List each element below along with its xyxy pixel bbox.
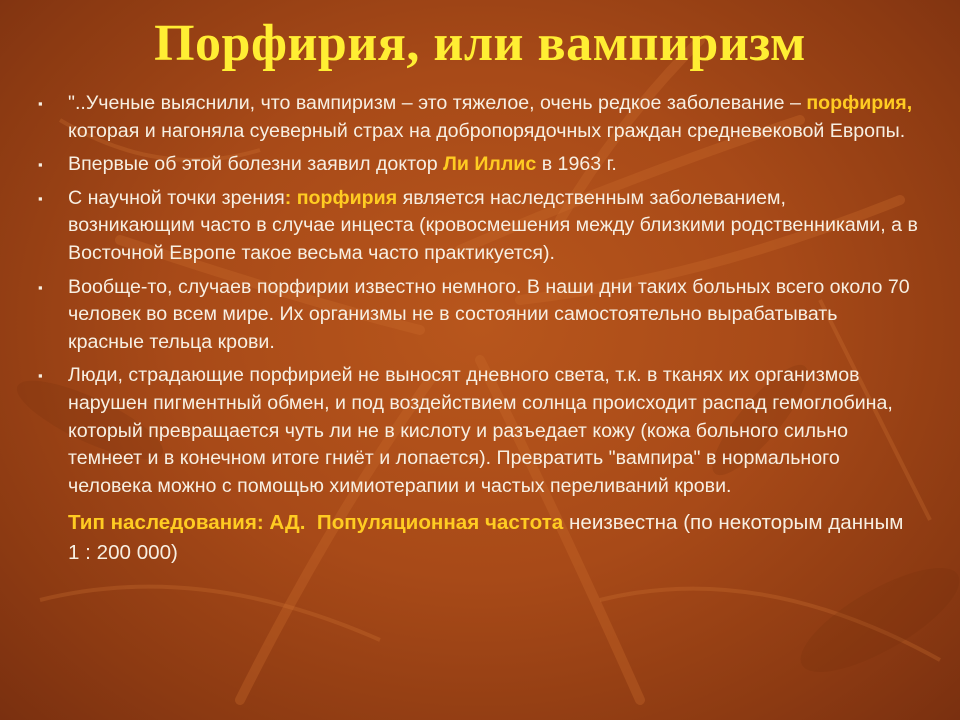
bullet-item [38, 90, 918, 145]
bullet-item [38, 185, 918, 268]
bullet-text: Люди, страдающие порфирией не выносят дневного света, т.к. в тканях их организмов нарушен пигментный обмен, и под воздействием солнца происходит распад гемоглобина, который превращается чуть ли не в кислоту и разъедает кожу (кожа больного сильно темнеет и в конечном итоге гниёт и лопается). Превратить "вампира" в нормального человека можно с помощью химиотерапии и частых переливаний крови. [68, 364, 893, 497]
bullet-highlight: порфирия, [806, 92, 913, 114]
population-frequency-value: неизвестна (по некоторым данным 1 : 200 000) [68, 511, 904, 565]
inheritance-note [38, 508, 918, 568]
bullet-text: Впервые об этой болезни заявил доктор [68, 153, 444, 176]
inheritance-type-label: Тип наследования: АД. [68, 511, 306, 535]
bullet-text: Вообще-то, случаев порфирии известно немного. В наши дни таких больных всего около 70 человек во всем мире. Их организмы не в состоянии самостоятельно вырабатывать красные тельца крови. [68, 275, 910, 353]
slide-body [38, 90, 918, 568]
bullet-item [38, 151, 918, 179]
bullet-square-icon: ▪ [38, 190, 43, 206]
bullet-square-icon: ▪ [38, 157, 43, 173]
bullet-highlight: Ли Иллис [443, 153, 537, 176]
bullet-square-icon: ▪ [38, 96, 43, 111]
bullet-text: в 1963 г. [536, 153, 617, 176]
population-frequency-label: Популяционная частота [316, 511, 564, 535]
bullet-text: "..Ученые выяснили, что вампиризм – это тяжелое, очень редкое заболевание – [68, 92, 807, 114]
bullet-text: которая и нагоняла суеверный страх на добропорядочных граждан средневековой Европы. [68, 119, 906, 142]
bullet-highlight: : порфирия [284, 186, 398, 209]
bullet-square-icon: ▪ [38, 279, 43, 295]
bullet-square-icon: ▪ [38, 368, 43, 384]
bullet-item [38, 274, 918, 357]
bullet-text: С научной точки зрения [68, 186, 285, 209]
bullet-item [38, 362, 918, 500]
bullet-text: является наследственным заболеванием, возникающим часто в случае инцеста (кровосмешения между близкими родственниками, а в Восточной Европе такое весьма часто практикуется). [68, 186, 918, 264]
slide-title: Порфирия, или вампиризм [154, 15, 806, 72]
